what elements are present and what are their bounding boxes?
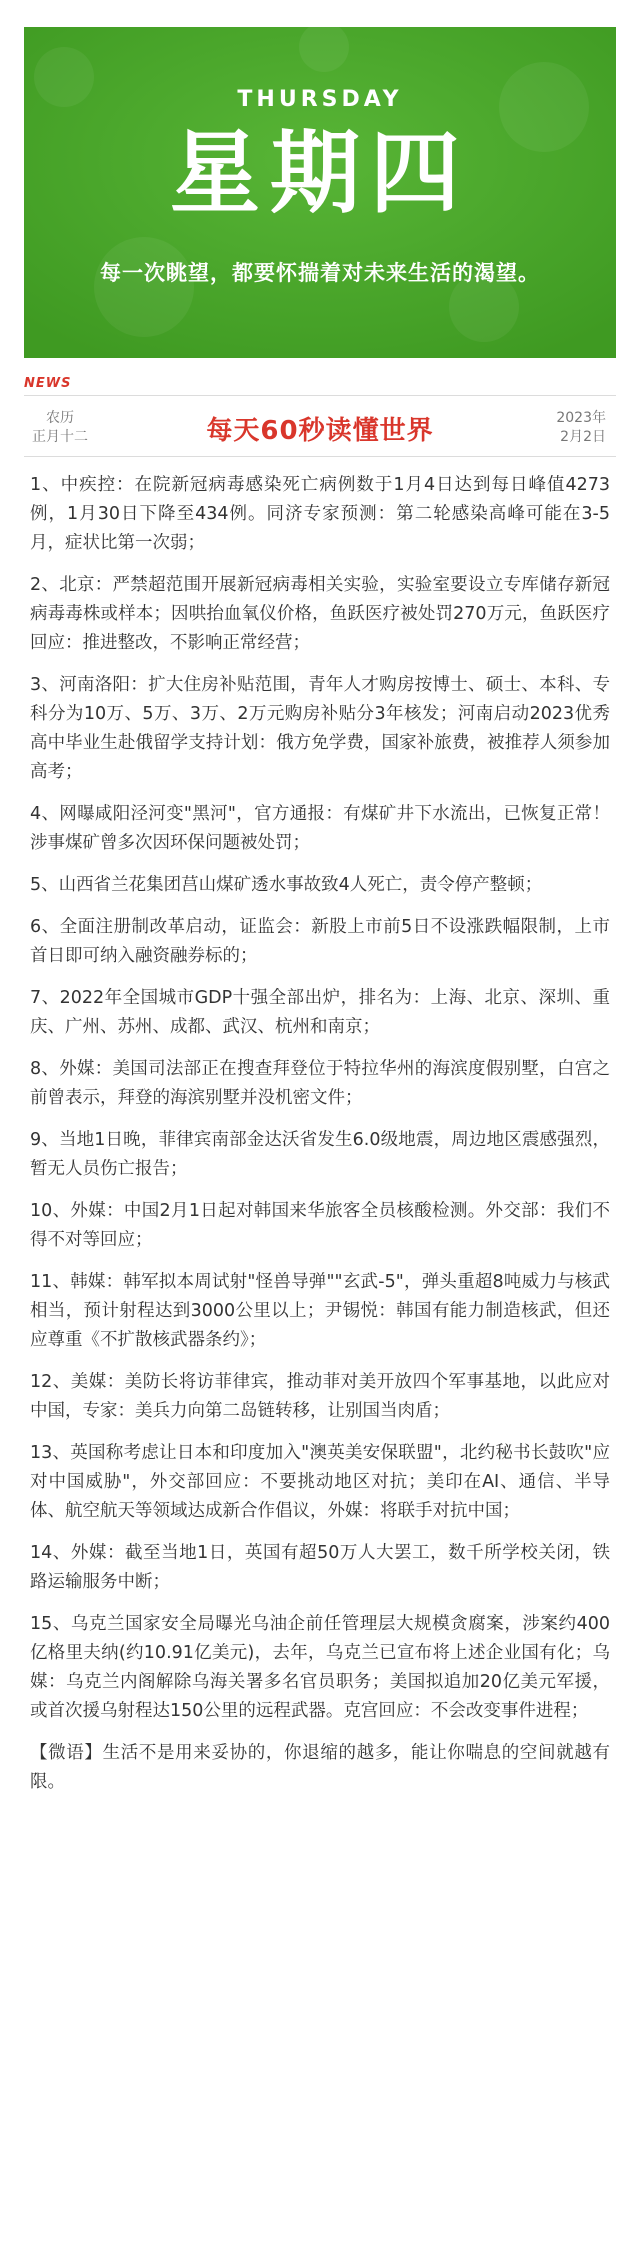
news-item: 12、美媒：美防长将访菲律宾，推动菲对美开放四个军事基地，以此应对中国，专家：美兵力向第二岛链转移，让别国当肉盾； xyxy=(30,1372,610,1421)
news-item: 14、外媒：截至当地1日，英国有超50万人大罢工，数千所学校关闭，铁路运输服务中断； xyxy=(30,1543,610,1592)
page-title: 每天60秒读懂世界 xyxy=(206,416,434,446)
news-item: 4、网曝咸阳泾河变"黑河"，官方通报：有煤矿井下水流出，已恢复正常！涉事煤矿曾多次因环保问题被处罚； xyxy=(30,804,610,853)
news-item: 7、2022年全国城市GDP十强全部出炉，排名为：上海、北京、深圳、重庆、广州、苏州、成都、武汉、杭州和南京； xyxy=(30,988,610,1037)
news-item: 5、山西省兰花集团莒山煤矿透水事故致4人死亡，责令停产整顿； xyxy=(30,875,543,895)
header-banner xyxy=(24,27,616,358)
news-item: 13、英国称考虑让日本和印度加入"澳英美安保联盟"，北约秘书长鼓吹"应对中国威胁"，外交部回应：不要挑动地区对抗；美印在AI、通信、半导体、航空航天等领域达成新合作倡议，外媒：将联手对抗中国； xyxy=(30,1443,610,1521)
headline-row xyxy=(24,396,616,457)
lunar-label: 农历 xyxy=(46,410,74,426)
date-day: 2月2日 xyxy=(560,429,606,445)
lunar-day: 正月十二 xyxy=(32,429,88,445)
news-label: NEWS xyxy=(24,376,72,391)
news-item: 15、乌克兰国家安全局曝光乌油企前任管理层大规模贪腐案，涉案约400亿格里夫纳(约10.91亿美元)，去年，乌克兰已宣布将上述企业国有化；乌媒：乌克兰内阁解除乌海关署多名官员职务；美国拟追加20亿美元军援，或首次援乌射程达150公里的远程武器。克宫回应：不会改变事件进程； xyxy=(30,1614,610,1721)
date-year: 2023年 xyxy=(556,410,606,426)
weekday-english: THURSDAY xyxy=(237,87,403,112)
banner-slogan: 每一次眺望，都要怀揣着对未来生活的渴望。 xyxy=(100,261,540,285)
news-item: 1、中疾控：在院新冠病毒感染死亡病例数于1月4日达到每日峰值4273例，1月30日下降至434例。同济专家预测：第二轮感染高峰可能在3-5月，症状比第一次弱； xyxy=(30,475,610,553)
daily-quote: 【微语】生活不是用来妥协的，你退缩的越多，能让你喘息的空间就越有限。 xyxy=(30,1743,610,1792)
news-item: 2、北京：严禁超范围开展新冠病毒相关实验，实验室要设立专库储存新冠病毒毒株或样本；因哄抬血氧仪价格，鱼跃医疗被处罚270万元，鱼跃医疗回应：推进整改，不影响正常经营； xyxy=(30,575,610,653)
news-list xyxy=(24,457,616,1797)
gregorian-date xyxy=(556,409,606,447)
news-item: 11、韩媒：韩军拟本周试射"怪兽导弹""玄武-5"，弹头重超8吨威力与核武相当，预计射程达到3000公里以上；尹锡悦：韩国有能力制造核武，但还应尊重《不扩散核武器条约》； xyxy=(30,1272,610,1350)
news-item: 8、外媒：美国司法部正在搜查拜登位于特拉华州的海滨度假别墅，白宫之前曾表示，拜登的海滨别墅并没机密文件； xyxy=(30,1059,610,1108)
weekday-chinese: 星期四 xyxy=(170,121,470,226)
news-item: 10、外媒：中国2月1日起对韩国来华旅客全员核酸检测。外交部：我们不得不对等回应； xyxy=(30,1201,610,1250)
news-item: 6、全面注册制改革启动，证监会：新股上市前5日不设涨跌幅限制，上市首日即可纳入融资融券标的； xyxy=(30,917,610,966)
news-item: 3、河南洛阳：扩大住房补贴范围，青年人才购房按博士、硕士、本科、专科分为10万、5万、3万、2万元购房补贴分3年核发；河南启动2023优秀高中毕业生赴俄留学支持计划：俄方免学费，国家补旅费，被推荐人须参加高考； xyxy=(30,675,610,782)
news-item: 9、当地1日晚，菲律宾南部金达沃省发生6.0级地震，周边地区震感强烈，暂无人员伤亡报告； xyxy=(30,1130,610,1179)
